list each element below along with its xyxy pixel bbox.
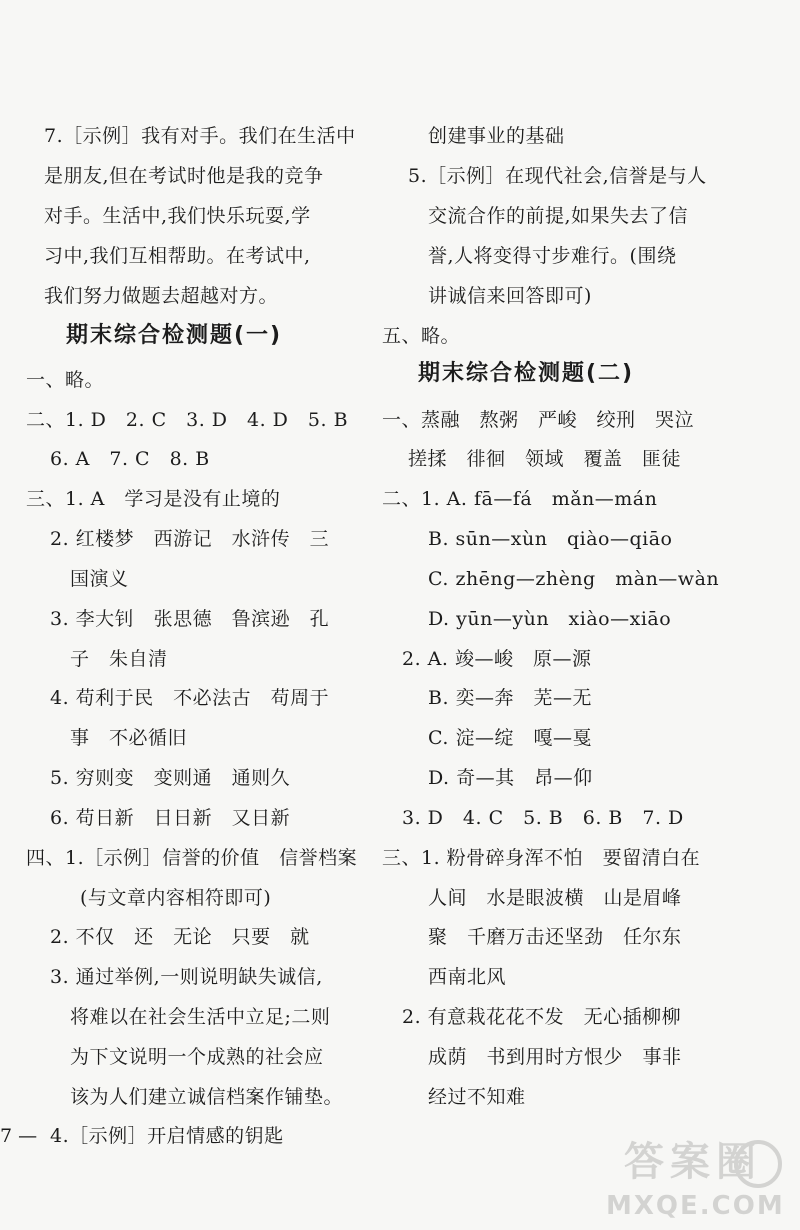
text-line: 子 朱自清	[70, 648, 168, 670]
text-line: 事 不必循旧	[70, 727, 188, 749]
text-line: 对手。生活中,我们快乐玩耍,学	[44, 205, 311, 227]
text-line: 2. 有意栽花花不发 无心插柳柳	[402, 1006, 682, 1028]
text-line: 二、1. D 2. C 3. D 4. D 5. B	[26, 409, 349, 431]
text-line: 国演义	[70, 568, 129, 590]
text-line: 是朋友,但在考试时他是我的竞争	[44, 165, 324, 187]
text-line: 将难以在社会生活中立足;二则	[70, 1006, 331, 1028]
text-line: C. 淀—绽 嘎—戛	[428, 727, 592, 749]
text-line: 四、1.［示例］信誉的价值 信誉档案	[26, 847, 358, 869]
text-line: 4. 苟利于民 不必法古 苟周于	[50, 687, 330, 709]
text-line: 6. 苟日新 日日新 又日新	[50, 807, 291, 829]
text-line: 搓揉 徘徊 领域 覆盖 匪徒	[408, 448, 682, 470]
text-line: 西南北风	[428, 966, 507, 988]
text-line: 5. 穷则变 变则通 通则久	[50, 767, 291, 789]
text-line: 讲诚信来回答即可)	[428, 285, 592, 307]
text-line: 聚 千磨万击还坚劲 任尔东	[428, 926, 682, 948]
text-line: 5.［示例］在现代社会,信誉是与人	[408, 165, 707, 187]
text-line: 3. 李大钊 张思德 鲁滨逊 孔	[50, 608, 330, 630]
text-line: 成荫 书到用时方恨少 事非	[428, 1046, 682, 1068]
text-line: 三、1. 粉骨碎身浑不怕 要留清白在	[382, 847, 701, 869]
text-line: 人间 水是眼波横 山是眉峰	[428, 887, 682, 909]
text-line: 二、1. A. fā—fá mǎn—mán	[382, 488, 658, 510]
text-line: 誉,人将变得寸步难行。(围绕	[428, 245, 677, 267]
text-line: D. yūn—yùn xiào—xiāo	[428, 608, 672, 630]
text-line: 习中,我们互相帮助。在考试中,	[44, 245, 311, 267]
text-line: 为下文说明一个成熟的社会应	[70, 1046, 324, 1068]
text-line: 三、1. A 学习是没有止境的	[26, 488, 281, 510]
text-line: 2. 红楼梦 西游记 水浒传 三	[50, 528, 330, 550]
section-heading: 期末综合检测题(一)	[66, 323, 283, 348]
text-line: 我们努力做题去超越对方。	[44, 285, 279, 307]
text-line: 4.［示例］开启情感的钥匙	[50, 1125, 284, 1147]
text-line: 7.［示例］我有对手。我们在生活中	[44, 125, 356, 147]
watermark	[598, 1138, 790, 1226]
page-number: 7 —	[0, 1125, 38, 1147]
text-line: B. sūn—xùn qiào—qiāo	[428, 528, 673, 550]
section-heading: 期末综合检测题(二)	[418, 361, 635, 386]
text-line: 交流合作的前提,如果失去了信	[428, 205, 689, 227]
text-line: 2. A. 竣—峻 原—源	[402, 648, 592, 670]
text-line: 3. 通过举例,一则说明缺失诚信,	[50, 966, 323, 988]
text-line: 2. 不仅 还 无论 只要 就	[50, 926, 310, 948]
text-line: 3. D 4. C 5. B 6. B 7. D	[402, 807, 684, 829]
watermark-logo-text: 答案圈	[624, 1139, 762, 1185]
text-line: D. 奇—其 昂—仰	[428, 767, 593, 789]
watermark-url: MXQE.COM	[606, 1191, 785, 1221]
text-line: 6. A 7. C 8. B	[50, 448, 210, 470]
text-line: B. 奕—奔 芜—无	[428, 687, 593, 709]
text-line: 五、略。	[382, 325, 461, 347]
text-line: (与文章内容相符即可)	[80, 887, 272, 909]
text-line: 一、蒸融 熬粥 严峻 绞刑 哭泣	[382, 409, 695, 431]
text-line: C. zhēng—zhèng màn—wàn	[428, 568, 720, 590]
text-line: 该为人们建立诚信档案作铺垫。	[70, 1086, 344, 1108]
text-line: 一、略。	[26, 369, 105, 391]
text-line: 经过不知难	[428, 1086, 526, 1108]
text-line: 创建事业的基础	[428, 125, 565, 147]
